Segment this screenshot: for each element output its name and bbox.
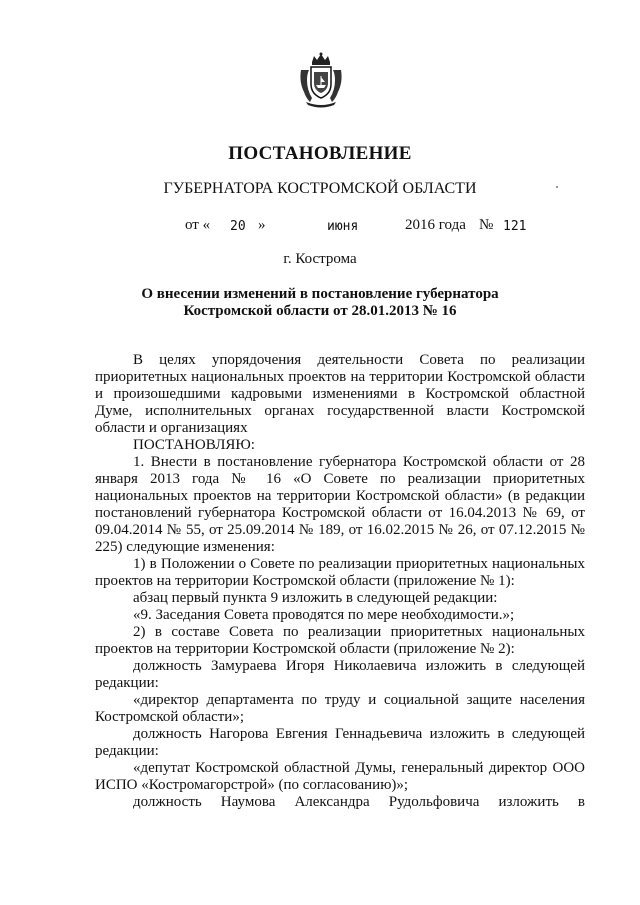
paragraph-quote-deputy: «депутат Костромской областной Думы, генеральный директор ООО ИСПО «Костромагорстрой» (по согласованию)»; [95,760,585,793]
date-day: 20 [230,219,246,234]
paragraph-zamuraev: должность Замураева Игоря Николаевича изложить в следующей редакции: [95,658,585,691]
paragraph-item-1: 1. Внести в постановление губернатора Костромской области от 28 января 2013 года № 16 «О Совете по реализации приоритетных национальных проектов на территории Костромской области» (в редакции постановлений губернатора Костромской области от 16.04.2013 № 69, от 09.04.2014 № 55, от 25.09.2014 № 189, от 16.02.2015 № 26, от 07.12.2015 № 225) следующие изменения: [95,454,585,555]
number-label: № [479,217,494,233]
paragraph-subitem-2: 2) в составе Совета по реализации приоритетных национальных проектов на территории Костромской области (приложение № 2): [95,624,585,657]
paragraph-preamble: В целях упорядочения деятельности Совета по реализации приоритетных национальных проектов на территории Костромской области и произошедшими кадровыми изменениями в Костромской областной Думе, исполнительных органах государственной власти Костромской области и организациях [95,352,585,436]
date-suffix: » [258,217,266,233]
scan-speck [556,186,558,188]
document-heading [0,286,640,320]
paragraph-quote-director: «директор департамента по труду и социальной защите населения Костромской области»; [95,692,585,725]
document-number: 121 [503,219,527,234]
paragraph-decree: ПОСТАНОВЛЯЮ: [133,437,255,453]
paragraph-abzats: абзац первый пункта 9 изложить в следующей редакции: [133,590,498,606]
document-body [95,352,585,811]
issuer-subtitle: ГУБЕРНАТОРА КОСТРОМСКОЙ ОБЛАСТИ [163,180,477,197]
heading-line-1: О внесении изменений в постановление губернатора [141,286,499,302]
document-title: ПОСТАНОВЛЕНИЕ [228,143,412,164]
date-month: июня [327,219,359,234]
date-prefix: от « [185,217,211,233]
heading-line-2: Костромской области от 28.01.2013 № 16 [183,303,457,319]
paragraph-nagorov: должность Нагорова Евгения Геннадьевича изложить в следующей редакции: [95,726,585,759]
paragraph-subitem-1: 1) в Положении о Совете по реализации приоритетных национальных проектов на территории Костромской области (приложение № 1): [95,556,585,589]
paragraph-quote-9: «9. Заседания Совета проводятся по мере необходимости.»; [133,607,515,623]
date-year: 2016 года [405,217,466,233]
paragraph-naumov: должность Наумова Александра Рудольфовича изложить в [133,794,585,810]
coat-of-arms-icon [298,52,344,108]
city-line: г. Кострома [283,251,357,267]
